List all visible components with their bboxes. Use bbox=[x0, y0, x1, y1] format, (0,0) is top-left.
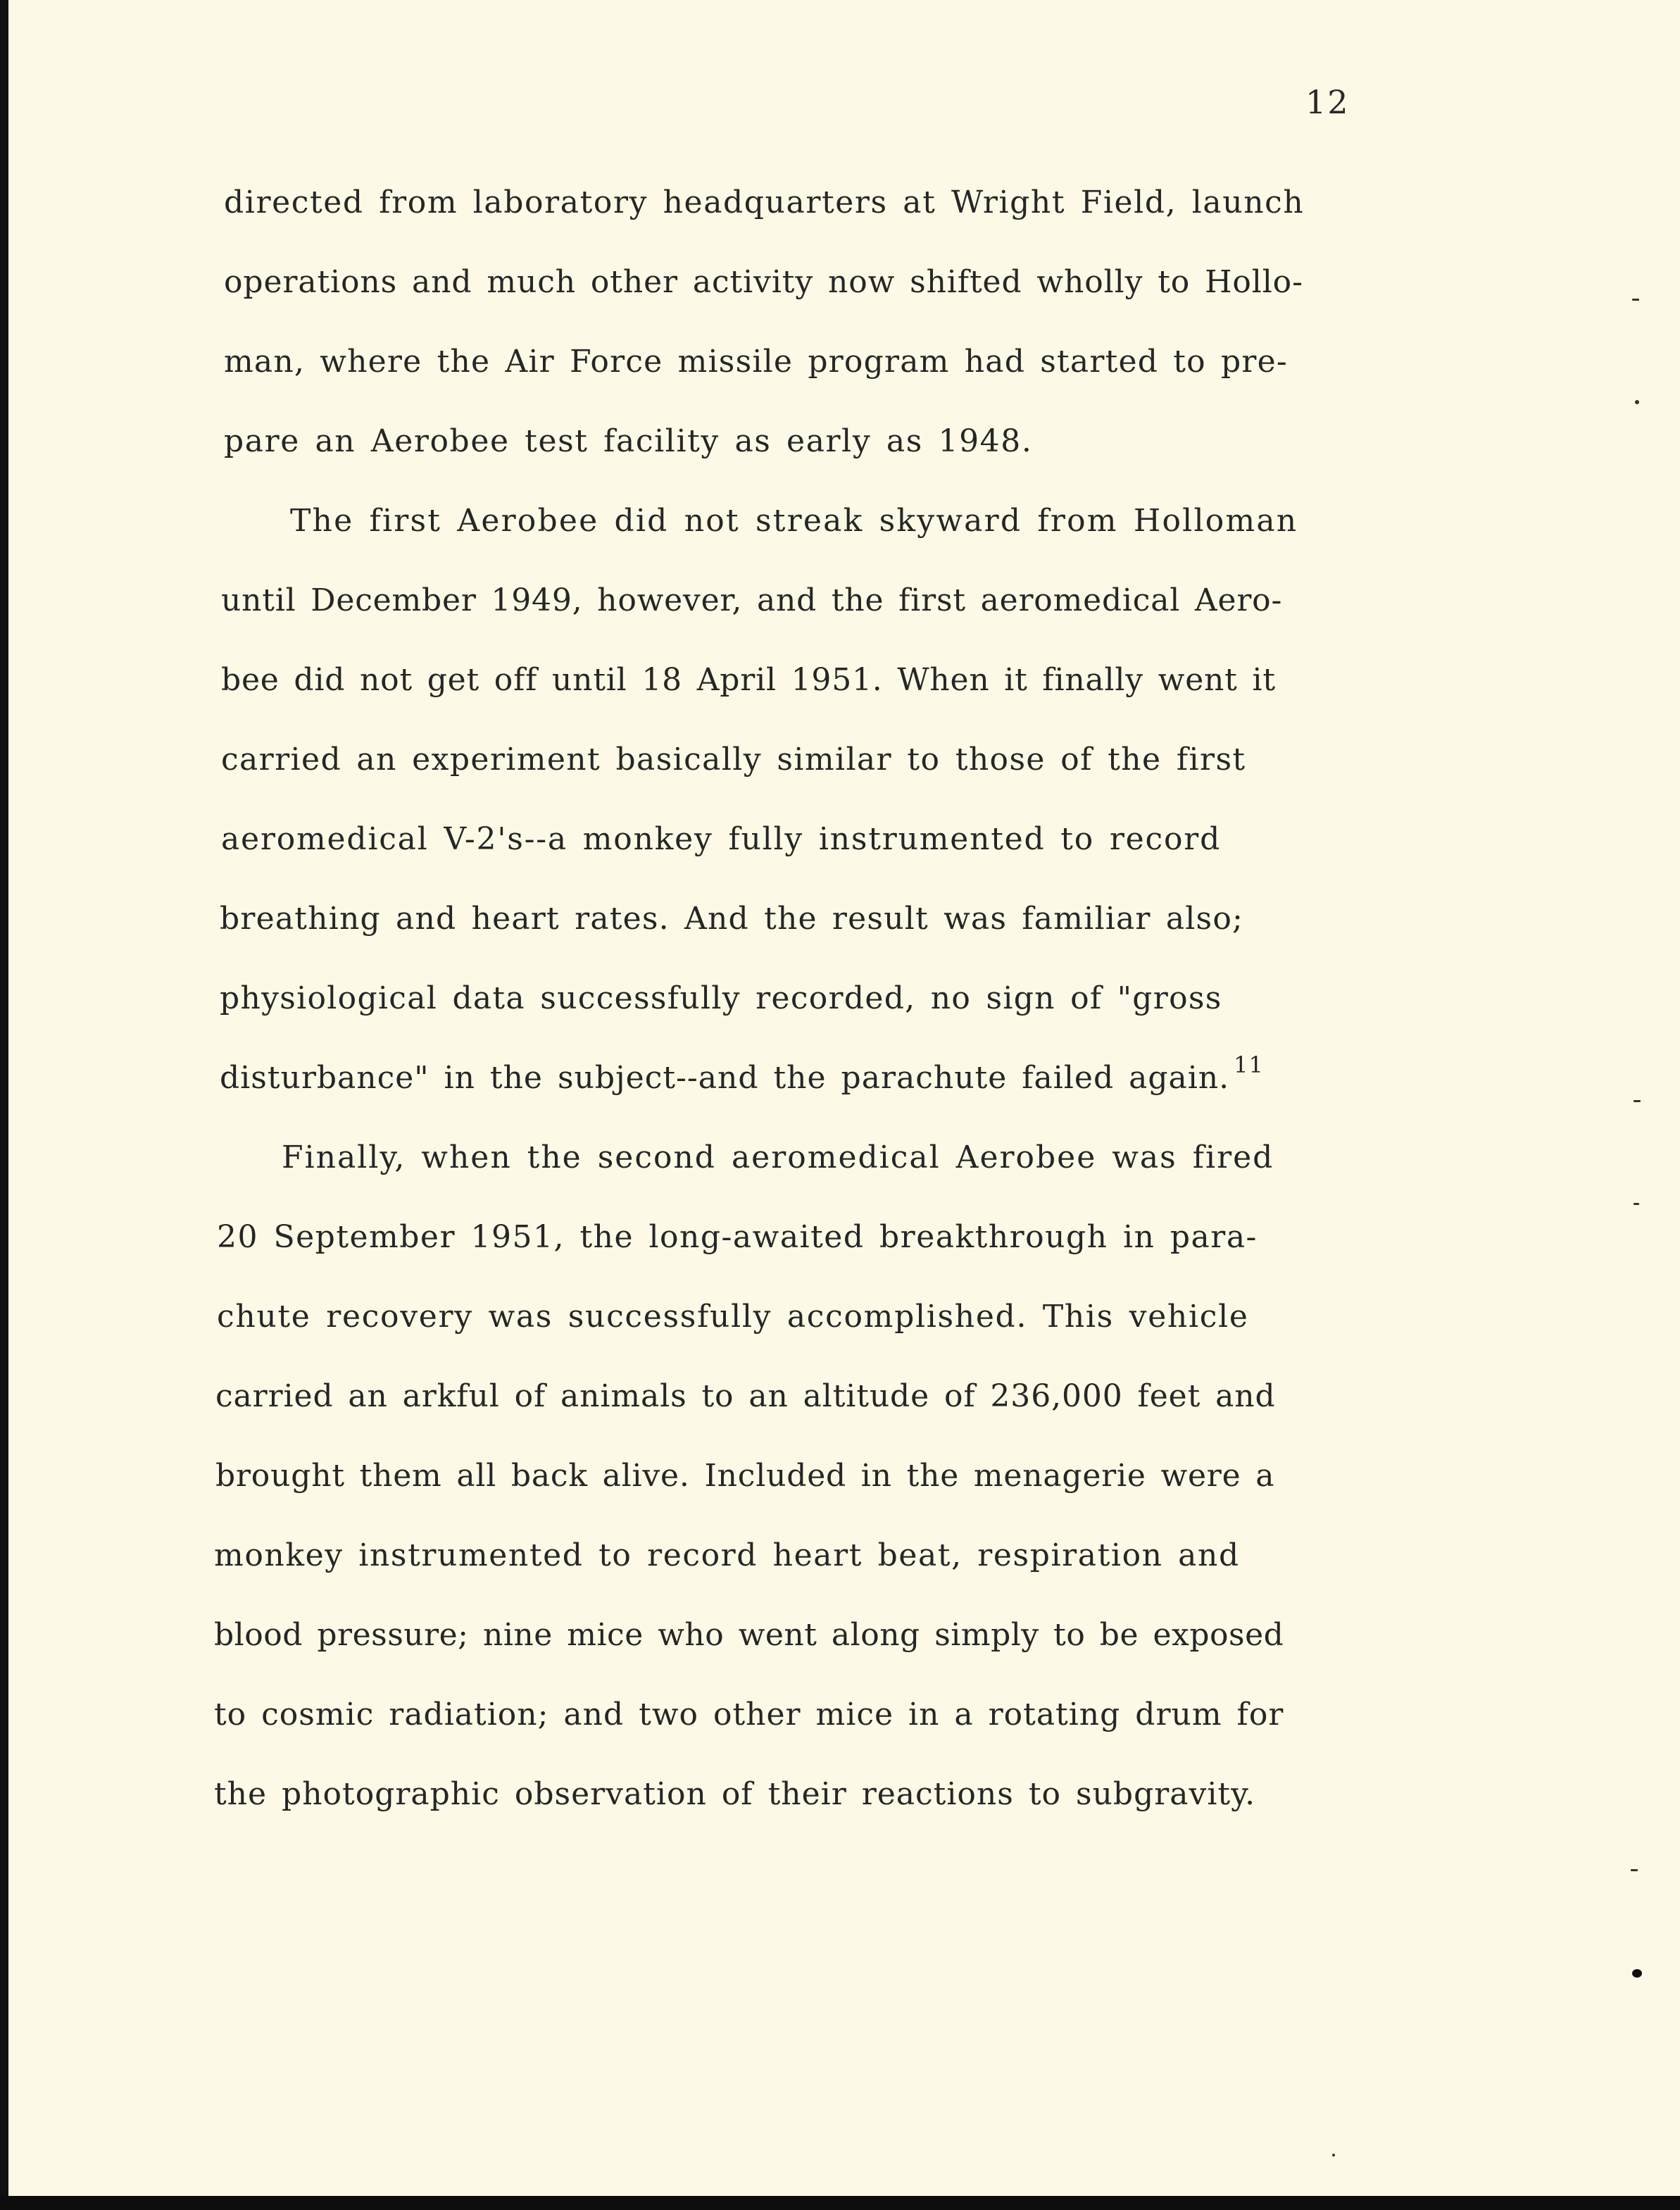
scan-speck bbox=[1634, 1100, 1641, 1102]
line-text: the photographic observation of their reactions to subgravity. bbox=[214, 1776, 1256, 1812]
text-line bbox=[224, 185, 1304, 220]
text-line bbox=[214, 1697, 1284, 1733]
scan-speck bbox=[1634, 1203, 1639, 1205]
text-line bbox=[221, 742, 1246, 778]
text-line bbox=[224, 264, 1303, 300]
text-line bbox=[217, 1219, 1258, 1255]
line-text: until December 1949, however, and the first aeromedical Aero- bbox=[221, 582, 1283, 618]
line-text: monkey instrumented to record heart beat, respiration and bbox=[214, 1537, 1240, 1573]
text-line bbox=[290, 503, 1298, 539]
scan-bottom-edge bbox=[0, 2196, 1680, 2210]
text-line bbox=[221, 821, 1221, 857]
scan-speck bbox=[1332, 2154, 1335, 2156]
line-text: operations and much other activity now shifted wholly to Hollo- bbox=[224, 264, 1303, 300]
text-line bbox=[220, 1051, 1264, 1096]
scan-speck bbox=[1632, 299, 1639, 301]
line-text: breathing and heart rates. And the result was familiar also; bbox=[220, 901, 1244, 937]
text-line bbox=[217, 1299, 1249, 1335]
scan-speck bbox=[1631, 1869, 1638, 1871]
footnote-marker: 11 bbox=[1234, 1051, 1264, 1078]
document-page bbox=[8, 0, 1680, 2196]
line-text: brought them all back alive. Included in the menagerie were a bbox=[215, 1458, 1275, 1494]
line-text: pare an Aerobee test facility as early as 1948. bbox=[224, 423, 1033, 459]
text-line bbox=[215, 1378, 1276, 1414]
line-text: man, where the Air Force missile program had started to pre- bbox=[224, 344, 1288, 380]
text-line bbox=[215, 1458, 1274, 1494]
line-text: Finally, when the second aeromedical Aerobee was fired bbox=[282, 1140, 1274, 1175]
line-text: disturbance" in the subject--and the parachute failed again. bbox=[220, 1060, 1230, 1096]
line-text: directed from laboratory headquarters at Wright Field, launch bbox=[224, 185, 1305, 220]
line-text: carried an arkful of animals to an altitude of 236,000 feet and bbox=[215, 1378, 1276, 1414]
line-text: to cosmic radiation; and two other mice in a rotating drum for bbox=[214, 1697, 1284, 1733]
line-text: chute recovery was successfully accomplished. This vehicle bbox=[217, 1299, 1249, 1335]
text-line bbox=[282, 1140, 1274, 1175]
scan-speck bbox=[1632, 1969, 1642, 1978]
line-text: 20 September 1951, the long-awaited breakthrough in para- bbox=[217, 1219, 1258, 1255]
line-text: carried an experiment basically similar to those of the first bbox=[221, 742, 1246, 778]
text-line bbox=[221, 582, 1282, 618]
line-text: bee did not get off until 18 April 1951. When it finally went it bbox=[221, 662, 1276, 698]
text-line bbox=[224, 423, 1032, 459]
page-number: 12 bbox=[1305, 83, 1350, 121]
text-line bbox=[214, 1776, 1255, 1812]
line-text: blood pressure; nine mice who went along simply to be exposed bbox=[214, 1617, 1284, 1653]
scan-speck bbox=[1635, 400, 1639, 404]
text-line bbox=[214, 1617, 1284, 1653]
scan-left-edge bbox=[0, 0, 8, 2210]
text-line bbox=[220, 980, 1222, 1016]
line-text: aeromedical V-2's--a monkey fully instrumented to record bbox=[221, 821, 1222, 857]
text-line bbox=[214, 1537, 1240, 1573]
line-text: physiological data successfully recorded, no sign of "gross bbox=[220, 980, 1222, 1016]
text-line bbox=[220, 901, 1243, 937]
text-line bbox=[221, 662, 1276, 698]
text-line bbox=[224, 344, 1288, 380]
line-text: The first Aerobee did not streak skyward from Holloman bbox=[290, 503, 1298, 539]
